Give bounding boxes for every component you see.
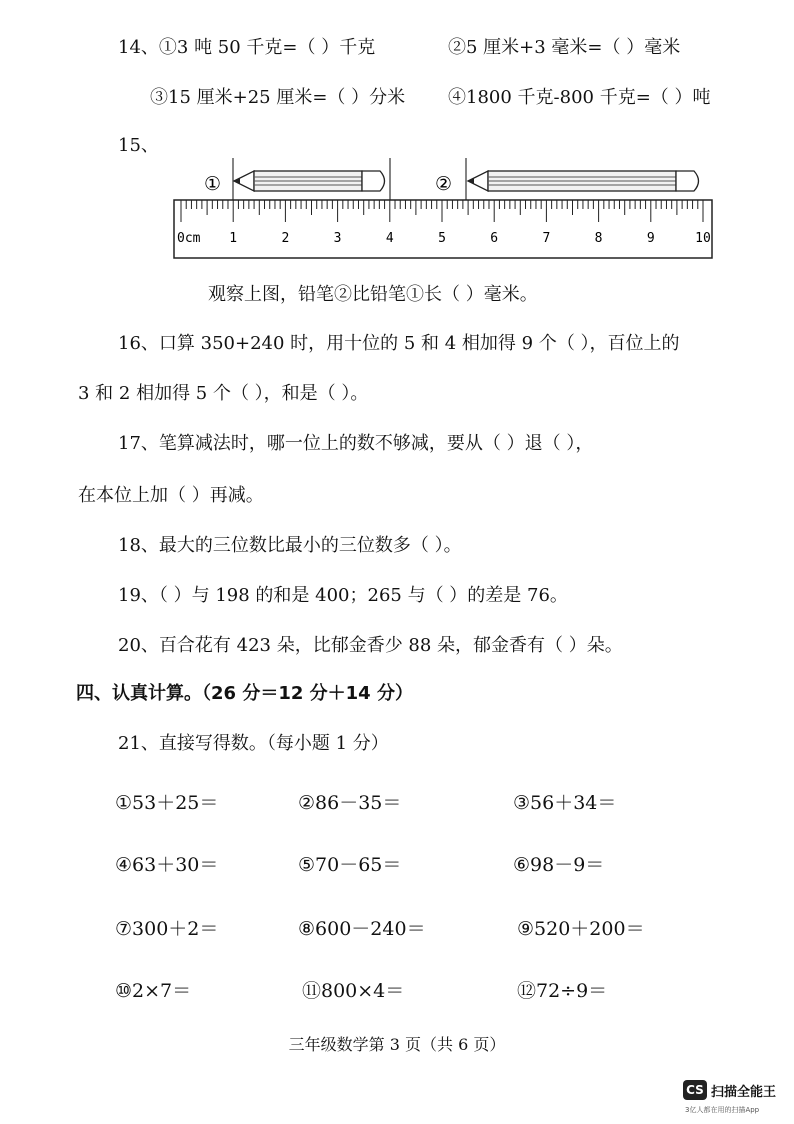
q18: 18、最大的三位数比最小的三位数多（ ）。 bbox=[118, 535, 462, 556]
q15-caption: 观察上图，铅笔②比铅笔①长（ ）毫米。 bbox=[208, 284, 538, 305]
q14-line2-part2: ④1800 千克-800 千克=（ ）吨 bbox=[448, 87, 711, 108]
ruler-with-pencils-illustration bbox=[170, 150, 716, 266]
q14-line1-part1: 14、①3 吨 50 千克=（ ）千克 bbox=[118, 37, 376, 58]
calc-item-8: ⑧600－240＝ bbox=[298, 918, 426, 940]
q14-line1-part2: ②5 厘米+3 毫米=（ ）毫米 bbox=[448, 37, 681, 58]
calc-item-1: ①53＋25＝ bbox=[115, 792, 219, 814]
pencil-1-label: ① bbox=[204, 173, 222, 195]
ruler-label: 9 bbox=[646, 231, 655, 246]
calc-item-11: ⑪800×4＝ bbox=[302, 980, 405, 1002]
calc-item-7: ⑦300＋2＝ bbox=[115, 918, 219, 940]
section-4-heading: 四、认真计算。（26 分＝12 分＋14 分） bbox=[76, 683, 413, 704]
scanner-app-slogan: 3亿人都在用的扫描App bbox=[685, 1106, 760, 1114]
ruler-label: 1 bbox=[229, 231, 238, 246]
pencil-2-label: ② bbox=[435, 173, 453, 195]
pencil-1-icon bbox=[234, 171, 385, 191]
q21-title: 21、直接写得数。（每小题 1 分） bbox=[118, 733, 389, 754]
calc-item-12: ⑫72÷9＝ bbox=[517, 980, 608, 1002]
calc-item-9: ⑨520＋200＝ bbox=[517, 918, 645, 940]
ruler-label: 7 bbox=[542, 231, 551, 246]
ruler-label: 2 bbox=[281, 231, 290, 246]
page-footer: 三年级数学第 3 页（共 6 页） bbox=[288, 1035, 506, 1054]
scanner-logo-icon: CS bbox=[683, 1080, 707, 1100]
ruler-label: 0cm bbox=[177, 231, 201, 246]
calc-item-5: ⑤70－65＝ bbox=[298, 854, 402, 876]
q14-line2-part1: ③15 厘米+25 厘米=（ ）分米 bbox=[150, 87, 406, 108]
q20: 20、百合花有 423 朵，比郁金香少 88 朵，郁金香有（ ）朵。 bbox=[118, 635, 623, 656]
scanner-watermark bbox=[683, 1080, 788, 1120]
calc-item-3: ③56＋34＝ bbox=[513, 792, 617, 814]
q16-line2: 3 和 2 相加得 5 个（ ），和是（ ）。 bbox=[78, 383, 369, 404]
calc-item-6: ⑥98－9＝ bbox=[513, 854, 605, 876]
q16-line1: 16、口算 350+240 时，用十位的 5 和 4 相加得 9 个（ ），百位上的 bbox=[118, 333, 680, 354]
ruler-label: 3 bbox=[333, 231, 342, 246]
q17-line1: 17、笔算减法时，哪一位上的数不够减，要从（ ）退（ ）， bbox=[118, 433, 594, 454]
ruler bbox=[174, 200, 712, 258]
ruler-figure bbox=[170, 150, 716, 270]
ruler-label: 5 bbox=[438, 231, 446, 246]
calc-item-10: ⑩2×7＝ bbox=[115, 980, 192, 1002]
ruler-label: 4 bbox=[385, 231, 394, 246]
calc-item-4: ④63＋30＝ bbox=[115, 854, 219, 876]
q19: 19、（ ）与 198 的和是 400；265 与（ ）的差是 76。 bbox=[118, 585, 568, 606]
scanner-app-name: 扫描全能王 bbox=[711, 1085, 777, 1100]
q17-line2: 在本位上加（ ）再减。 bbox=[78, 485, 264, 506]
ruler-label: 10 bbox=[695, 231, 711, 246]
ruler-label: 8 bbox=[594, 231, 603, 246]
calc-item-2: ②86－35＝ bbox=[298, 792, 402, 814]
ruler-label: 6 bbox=[490, 231, 499, 246]
pencil-2-icon bbox=[468, 171, 699, 191]
q15-number: 15、 bbox=[118, 135, 159, 156]
